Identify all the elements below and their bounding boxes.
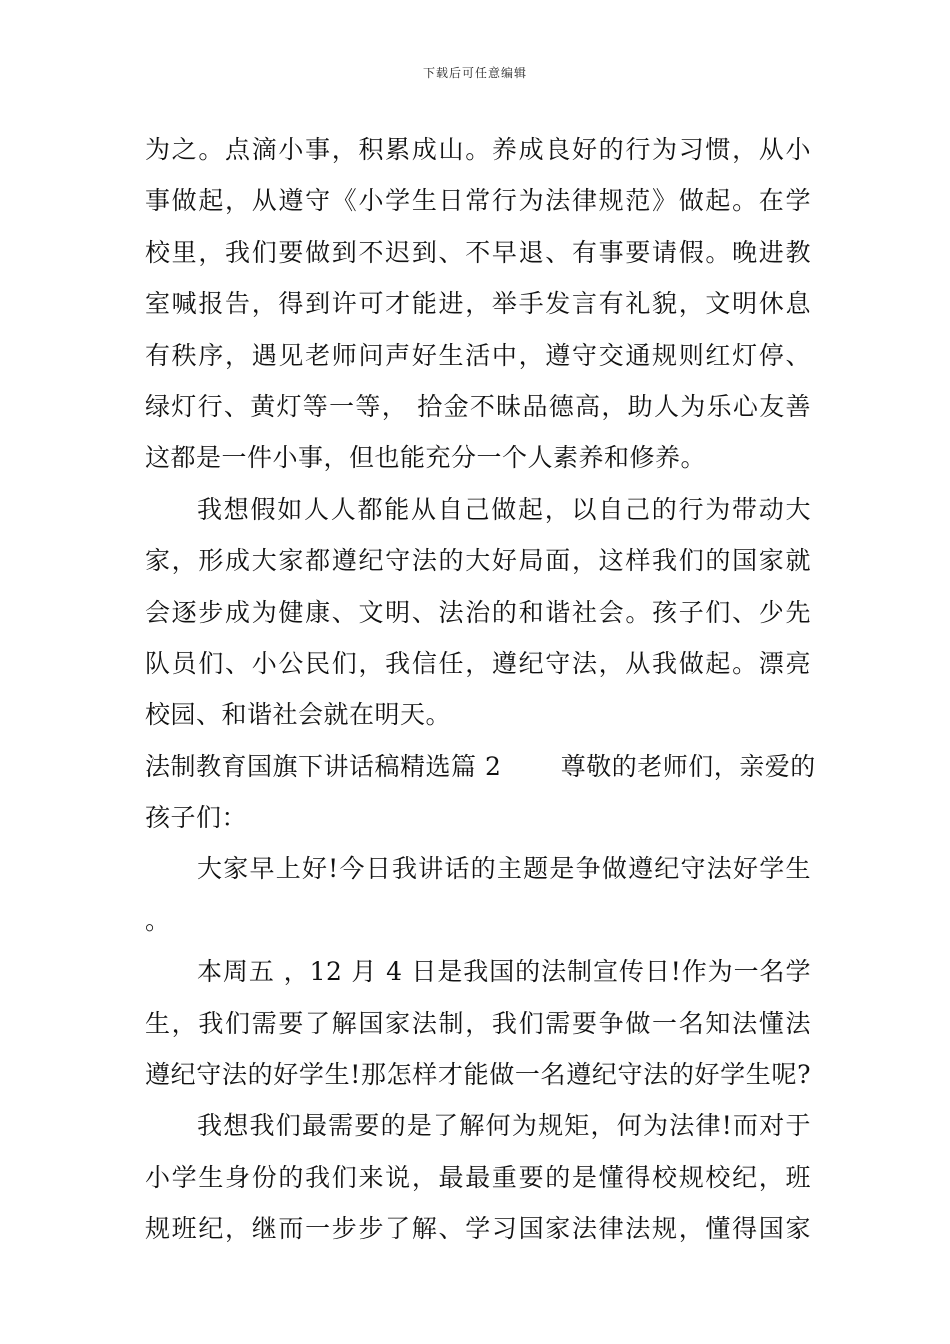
text-line: 规班纪，继而一步步了解、学习国家法律法规，懂得国家	[145, 1214, 811, 1244]
text-line: 绿灯行、黄灯等一等， 拾金不昧品德高，助人为乐心友善	[145, 391, 811, 421]
text-line: 为之。点滴小事，积累成山。养成良好的行为习惯，从小	[145, 135, 811, 164]
text-line: 会逐步成为健康、文明、法治的和谐社会。孩子们、少先	[145, 597, 811, 627]
text-line: 室喊报告，得到许可才能进，举手发言有礼貌，文明休息	[145, 289, 811, 319]
page-header-note: 下载后可任意编辑	[422, 66, 527, 80]
document-body	[145, 124, 816, 1255]
text-line: 大家早上好!今日我讲话的主题是争做遵纪守法好学生	[197, 854, 811, 884]
text-line: 我想我们最需要的是了解何为规矩，何为法律!而对于	[197, 1111, 811, 1141]
text-line: 法制教育国旗下讲话稿精选篇 2 尊敬的老师们，亲爱的	[145, 751, 816, 781]
text-line: 孩子们：	[145, 803, 248, 833]
text-line: 有秩序，遇见老师问声好生活中，遵守交通规则红灯停、	[145, 340, 811, 370]
text-line: 本周五 ，12 月 4 日是我国的法制宣传日!作为一名学	[197, 957, 811, 987]
text-line: 校园、和谐社会就在明天。	[145, 700, 452, 730]
text-line: 校里，我们要做到不迟到、不早退、有事要请假。晚进教	[145, 237, 811, 267]
text-line: 小学生身份的我们来说，最最重要的是懂得校规校纪，班	[145, 1162, 811, 1192]
text-line: 家，形成大家都遵纪守法的大好局面，这样我们的国家就	[145, 546, 811, 576]
text-line: 生，我们需要了解国家法制，我们需要争做一名知法懂法	[145, 1008, 811, 1038]
text-line: 队员们、小公民们，我信任，遵纪守法，从我做起。漂亮	[145, 648, 811, 678]
text-line: 。	[145, 905, 171, 935]
text-line: 我想假如人人都能从自己做起，以自己的行为带动大	[197, 494, 811, 524]
text-line: 遵纪守法的好学生!那怎样才能做一名遵纪守法的好学生呢?	[145, 1060, 811, 1090]
text-line: 事做起，从遵守《小学生日常行为法律规范》做起。在学	[145, 186, 811, 216]
text-line: 这都是一件小事，但也能充分一个人素养和修养。	[145, 443, 707, 473]
